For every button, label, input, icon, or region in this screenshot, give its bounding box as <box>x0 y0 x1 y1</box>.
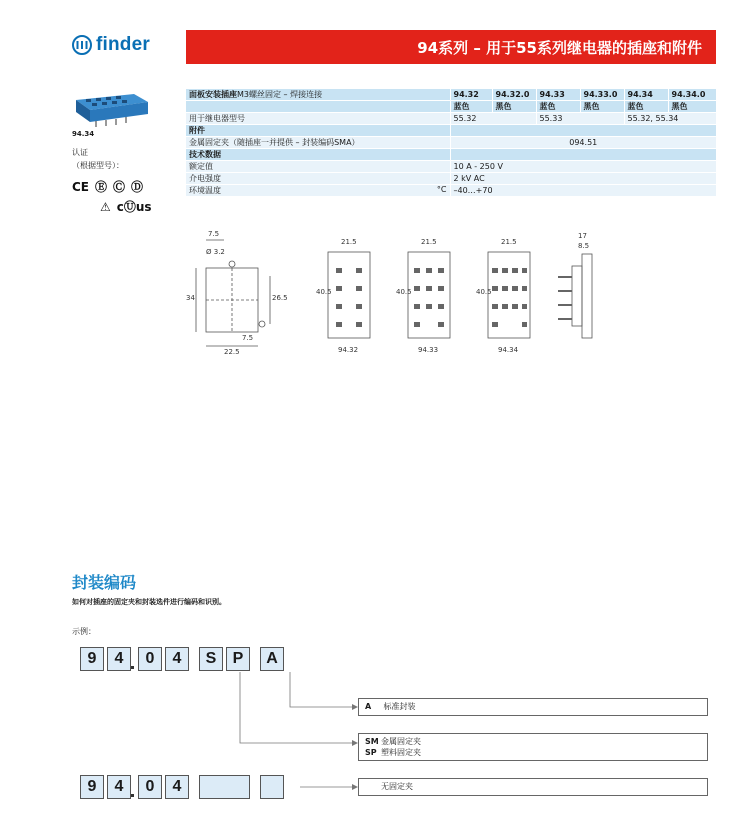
mount-cell <box>186 89 450 101</box>
model-code: 94.32 <box>450 89 492 101</box>
ul-mark-icon: cⓊus <box>116 200 152 214</box>
table-row <box>186 185 716 197</box>
table-row <box>186 125 716 137</box>
code-digit: 0 <box>138 775 162 799</box>
dim-i: 17 <box>578 232 587 240</box>
brand-name: finder <box>96 34 150 55</box>
model-color: 黑色 <box>668 101 716 113</box>
dim-g3: 21.5 <box>501 238 517 246</box>
option-a-desc: 标准封装 <box>383 702 416 711</box>
dim-c: 34 <box>186 294 195 302</box>
code-dot <box>131 647 135 671</box>
model-color: 蓝色 <box>536 101 580 113</box>
dielectric-label: 介电强度 <box>186 173 450 185</box>
temp-cell <box>186 185 450 197</box>
relay-type: 55.32, 55.34 <box>624 113 716 125</box>
rated-label: 额定值 <box>186 161 450 173</box>
code-digit: 9 <box>80 775 104 799</box>
option-clip-box <box>358 733 708 761</box>
model-code: 94.34 <box>624 89 668 101</box>
drawing-label-9434: 94.34 <box>498 346 519 354</box>
example-code-row <box>80 647 284 671</box>
option-sp-desc: 塑料固定夹 <box>381 748 421 757</box>
code-letter: S <box>199 647 223 671</box>
dim-b: Ø 3.2 <box>206 248 225 256</box>
dim-j: 8.5 <box>578 242 590 250</box>
model-code: 94.33 <box>536 89 580 101</box>
rated-value: 10 A - 250 V <box>450 161 716 173</box>
table-row <box>186 113 716 125</box>
dim-e: 7.5 <box>242 334 254 342</box>
dim-h3: 40.5 <box>476 288 492 296</box>
model-color: 蓝色 <box>624 101 668 113</box>
option-a-box <box>358 698 708 716</box>
cert-label-line2: （根据型号）： <box>72 161 124 170</box>
table-row <box>186 173 716 185</box>
option-sm-code: SM <box>365 737 379 746</box>
csa-mark-icon: Ⓒ <box>113 180 126 194</box>
relay-label: 用于继电器型号 <box>186 113 450 125</box>
dielectric-value: 2 kV AC <box>450 173 716 185</box>
option-sp-code: SP <box>365 748 377 757</box>
option-none-desc: 无固定夹 <box>381 782 413 791</box>
code-digit: 4 <box>165 775 189 799</box>
mount-label: 面板安装插座 <box>189 90 237 99</box>
table-row <box>186 137 716 149</box>
model-code: 94.34.0 <box>668 89 716 101</box>
drawing-label-9433: 94.33 <box>418 346 439 354</box>
tech-header: 技术数据 <box>186 149 450 161</box>
code-digit: 4 <box>165 647 189 671</box>
eac-mark-icon: Ⓔ <box>95 180 108 194</box>
page-title-bar <box>186 30 716 64</box>
option-sm-desc: 金属固定夹 <box>381 737 421 746</box>
warning-triangle-icon: ⚠ <box>100 199 111 214</box>
accessories-header: 附件 <box>186 125 450 137</box>
model-color: 黑色 <box>580 101 624 113</box>
code-digit: 0 <box>138 647 162 671</box>
drawing-label-9432: 94.32 <box>338 346 359 354</box>
table-row <box>186 161 716 173</box>
no-clip-code-row <box>80 775 284 799</box>
temp-label: 环境温度 <box>189 186 221 195</box>
vde-mark-icon: Ⓓ <box>131 180 144 194</box>
cert-label <box>72 146 182 172</box>
dim-g: 21.5 <box>341 238 357 246</box>
table-row <box>186 89 716 101</box>
table-row <box>186 149 716 161</box>
dim-g2: 21.5 <box>421 238 437 246</box>
finder-logo-icon <box>72 35 92 55</box>
packaging-subtitle: 如何对插座的固定夹和封装选件进行编码和识别。 <box>72 598 226 606</box>
dim-a: 7.5 <box>208 230 220 238</box>
code-digit: 9 <box>80 647 104 671</box>
code-digit: 4 <box>107 775 131 799</box>
code-empty-box <box>199 775 250 799</box>
code-dot <box>131 775 135 799</box>
option-a-code: A <box>365 702 372 711</box>
table-row <box>186 101 716 113</box>
code-empty-box <box>260 775 284 799</box>
cert-label-line1: 认证 <box>72 148 88 157</box>
clip-value: 094.51 <box>450 137 716 149</box>
model-code: 94.33.0 <box>580 89 624 101</box>
clip-label: 金属固定夹（随插座一并提供 – 封装编码SMA） <box>186 137 450 149</box>
cert-icons-row1 <box>72 178 143 195</box>
option-none-box <box>358 778 708 796</box>
cert-icons-row2 <box>100 198 152 215</box>
packaging-title: 封装编码 <box>72 573 137 592</box>
dim-h2: 40.5 <box>396 288 412 296</box>
code-letter: A <box>260 647 284 671</box>
dim-h: 40.5 <box>316 288 332 296</box>
model-color: 黑色 <box>492 101 536 113</box>
example-label: 示例： <box>72 627 96 636</box>
relay-type: 55.32 <box>450 113 536 125</box>
code-digit: 4 <box>107 647 131 671</box>
page-title: 94系列 – 用于55系列继电器的插座和附件 <box>417 39 702 57</box>
ce-mark-icon: CE <box>72 179 90 194</box>
socket-product-image <box>72 86 152 128</box>
model-code: 94.32.0 <box>492 89 536 101</box>
dim-d: 26.5 <box>272 294 288 302</box>
relay-type: 55.33 <box>536 113 624 125</box>
product-code: 94.34 <box>72 130 95 138</box>
model-color: 蓝色 <box>450 101 492 113</box>
finder-logo <box>72 34 150 56</box>
temp-unit: °C <box>436 185 447 194</box>
spec-table <box>186 89 716 197</box>
dim-f: 22.5 <box>224 348 240 356</box>
technical-drawings <box>186 228 616 358</box>
code-letter: P <box>226 647 250 671</box>
mount-desc: M3螺丝固定 – 焊接连接 <box>237 90 323 99</box>
temp-value: –40…+70 <box>450 185 716 197</box>
